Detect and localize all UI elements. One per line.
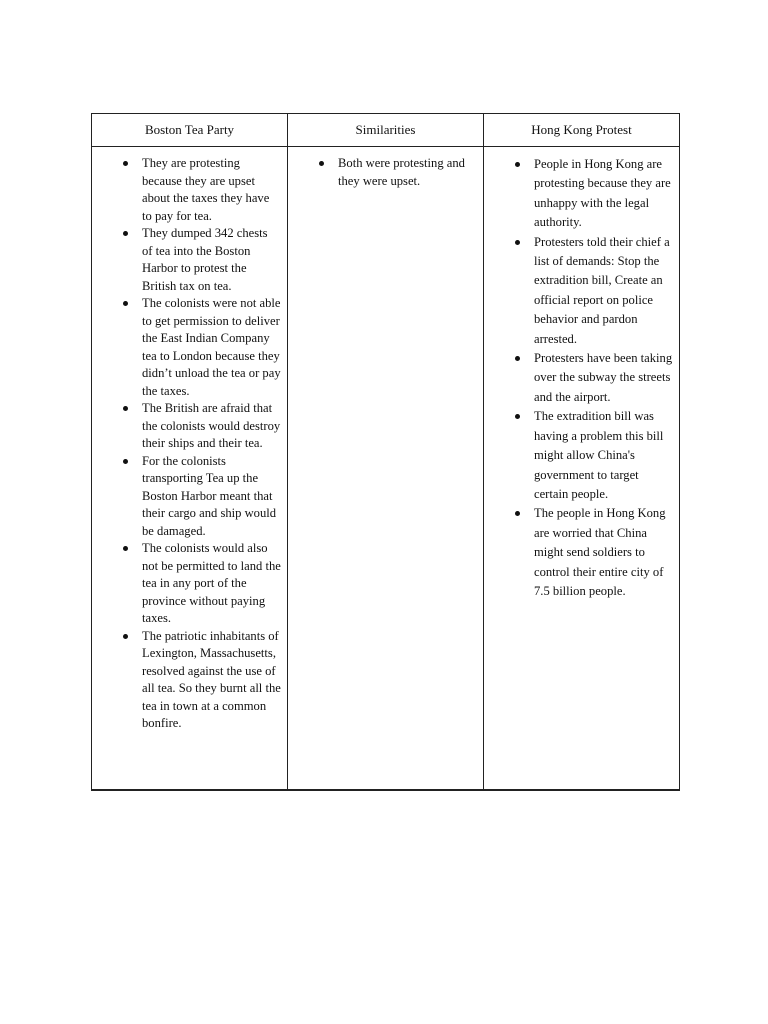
- list-item: [490, 233, 673, 349]
- list-item: [490, 349, 673, 407]
- bullet-icon: [123, 634, 128, 639]
- list-item-text: They dumped 342 chests of tea into the Boston Harbor to protest the British tax on tea.: [142, 226, 268, 293]
- list-item-text: Protesters have been taking over the subway the streets and the airport.: [534, 351, 673, 404]
- boston-tea-party-list: [98, 155, 281, 733]
- header-boston-tea-party: Boston Tea Party: [92, 114, 288, 147]
- list-item-text: The people in Hong Kong are worried that China might send soldiers to control their entire city of 7.5 billion people.: [534, 506, 666, 598]
- bullet-icon: [123, 406, 128, 411]
- list-item-text: For the colonists transporting Tea up the Boston Harbor meant that their cargo and ship would be damaged.: [142, 453, 277, 538]
- bullet-icon: [123, 161, 128, 166]
- boston-tea-party-cell: [92, 147, 288, 791]
- list-item: [98, 295, 281, 400]
- list-item-text: The extradition bill was having a problem this bill might allow China's government to target certain people.: [534, 409, 664, 501]
- list-item: [490, 504, 673, 601]
- bullet-icon: [515, 414, 520, 419]
- bullet-icon: [515, 162, 520, 167]
- bullet-icon: [515, 356, 520, 361]
- bullet-icon: [123, 231, 128, 236]
- bullet-icon: [515, 240, 520, 245]
- list-item: [490, 407, 673, 504]
- list-item: [294, 155, 477, 190]
- list-item-text: People in Hong Kong are protesting because they are unhappy with the legal authority.: [534, 157, 671, 230]
- list-item: [98, 400, 281, 453]
- list-item-text: The colonists would also not be permitted to land the tea in any port of the province without paying taxes.: [142, 541, 281, 625]
- list-item: [98, 628, 281, 733]
- hong-kong-protest-cell: [484, 147, 680, 791]
- header-hong-kong-protest: Hong Kong Protest: [484, 114, 680, 147]
- list-item-text: The colonists were not able to get permission to deliver the East Indian Company tea to London because they didn’t unload the tea or pay the taxes.: [142, 296, 281, 398]
- comparison-table: [91, 113, 680, 791]
- header-similarities: Similarities: [288, 114, 484, 147]
- hong-kong-protest-list: [490, 155, 673, 601]
- list-item: [98, 225, 281, 295]
- bullet-icon: [123, 301, 128, 306]
- bullet-icon: [319, 161, 324, 166]
- list-item: [490, 155, 673, 233]
- list-item: [98, 155, 281, 225]
- bullet-icon: [123, 459, 128, 464]
- bullet-icon: [515, 511, 520, 516]
- list-item-text: Both were protesting and they were upset.: [338, 156, 465, 188]
- list-item-text: The patriotic inhabitants of Lexington, Massachusetts, resolved against the use of all tea. So they burnt all the tea in town at a common bonfire.: [142, 628, 281, 730]
- similarities-list: [294, 155, 477, 190]
- list-item-text: Protesters told their chief a list of demands: Stop the extradition bill, Create an official report on police behavior and pardon arrested.: [534, 234, 670, 346]
- header-row: [92, 114, 680, 147]
- list-item: [98, 540, 281, 628]
- list-item-text: They are protesting because they are upset about the taxes they have to pay for tea.: [142, 156, 270, 223]
- content-row: [92, 147, 680, 791]
- list-item-text: The British are afraid that the colonists would destroy their ships and their tea.: [142, 401, 281, 450]
- similarities-cell: [288, 147, 484, 791]
- list-item: [98, 453, 281, 541]
- bullet-icon: [123, 546, 128, 551]
